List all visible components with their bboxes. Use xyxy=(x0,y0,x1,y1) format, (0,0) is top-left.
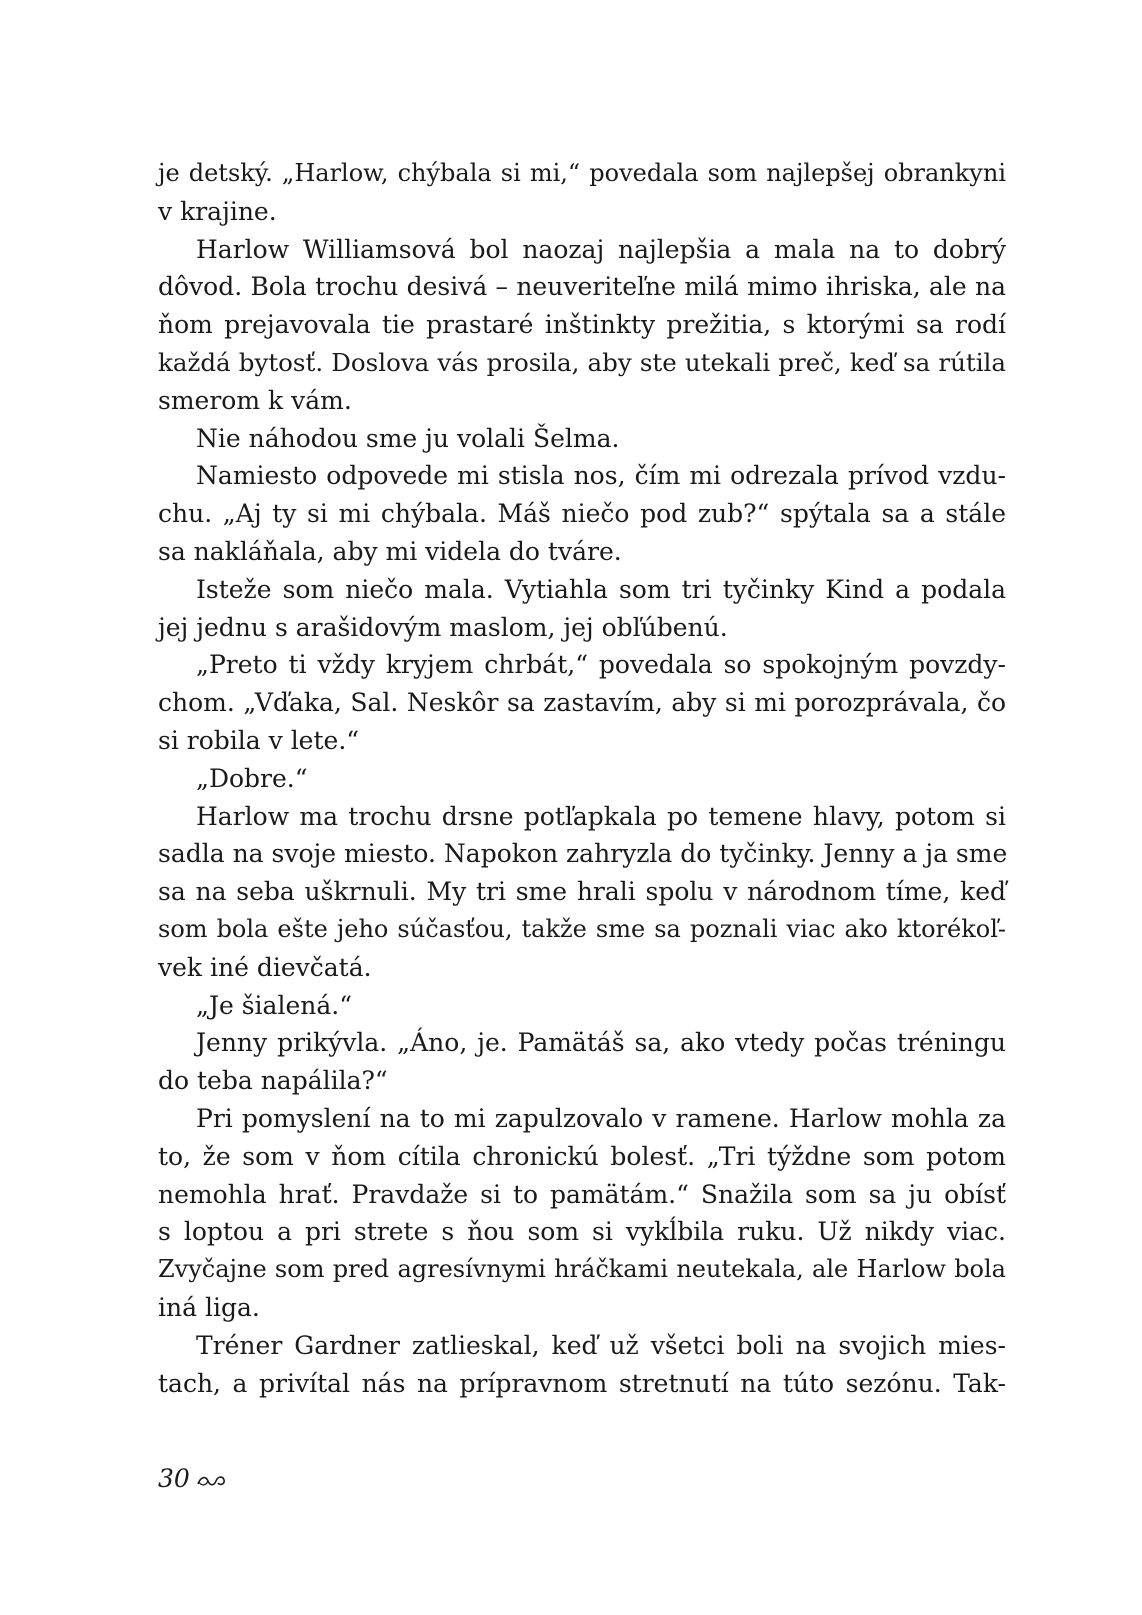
text-line: nemohla hrať. Pravdaže si to pamätám.“ Snažila som sa ju obísť xyxy=(158,1179,1006,1209)
page-footer xyxy=(158,1464,226,1495)
text-line: Pri pomyslení na to mi zapulzovalo v ramene. Harlow mohla za xyxy=(196,1103,1006,1133)
text-line: Tréner Gardner zatlieskal, keď už všetci boli na svojich mies- xyxy=(196,1330,1006,1360)
text-line: tach, a privítal nás na prípravnom stretnutí na túto sezónu. Tak- xyxy=(158,1368,1006,1398)
text-line: Harlow Williamsová bol naozaj najlepšia a mala na to dobrý xyxy=(196,234,1006,264)
text-line: „Je šialená.“ xyxy=(196,990,352,1020)
text-line: si robila v lete.“ xyxy=(158,725,360,755)
text-line: chom. „Vďaka, Sal. Neskôr sa zastavím, aby si mi porozprávala, čo xyxy=(158,688,1006,718)
text-line: to, že som v ňom cítila chronickú bolesť. „Tri týždne som potom xyxy=(158,1141,1006,1171)
text-line: Harlow ma trochu drsne potľapkala po temene hlavy, potom si xyxy=(196,801,1006,831)
text-line: Zvyčajne som pred agresívnymi hráčkami neutekala, ale Harlow bola xyxy=(158,1255,1006,1284)
text-line: vek iné dievčatá. xyxy=(158,952,372,982)
text-line: je detský. „Harlow, chýbala si mi,“ povedala som najlepšej obrankyni xyxy=(158,159,1006,187)
page-number: 30 xyxy=(158,1464,190,1493)
text-line: smerom k vám. xyxy=(158,385,352,415)
text-line: Nie náhodou sme ju volali Šelma. xyxy=(196,423,620,453)
text-line: som bola ešte jeho súčasťou, takže sme sa poznali viac ako ktorékoľ- xyxy=(158,914,1006,943)
text-line: sa na seba uškrnuli. My tri sme hrali spolu v národnom tíme, keď xyxy=(158,877,1006,907)
page-body-text xyxy=(158,155,1006,1402)
text-line: chu. „Aj ty si mi chýbala. Máš niečo pod zub?“ spýtala sa a stále xyxy=(158,499,1006,529)
text-line: Jenny prikývla. „Áno, je. Pamätáš sa, ako vtedy počas tréningu xyxy=(196,1028,1006,1058)
swash-ornament-icon xyxy=(196,1466,226,1495)
text-line: do teba napálila?“ xyxy=(158,1066,388,1096)
text-line: jej jednu s arašidovým maslom, jej obľúbenú. xyxy=(158,612,728,642)
text-line: ňom prejavovala tie prastaré inštinkty prežitia, s ktorými sa rodí xyxy=(158,310,1006,340)
text-line: Isteže som niečo mala. Vytiahla som tri tyčinky Kind a podala xyxy=(196,574,1006,604)
text-line: v krajine. xyxy=(158,196,277,226)
text-line: s loptou a pri strete s ňou som si vykĺbila ruku. Už nikdy viac. xyxy=(158,1217,1006,1247)
text-line: dôvod. Bola trochu desivá – neuveriteľne milá mimo ihriska, ale na xyxy=(158,272,1006,302)
text-line: iná liga. xyxy=(158,1292,260,1322)
text-line: každá bytosť. Doslova vás prosila, aby ste utekali preč, keď sa rútila xyxy=(158,347,1006,377)
text-line: Namiesto odpovede mi stisla nos, čím mi odrezala prívod vzdu- xyxy=(196,461,1006,491)
text-line: sa nakláňala, aby mi videla do tváre. xyxy=(158,536,622,566)
text-line: „Preto ti vždy kryjem chrbát,“ povedala so spokojným povzdy- xyxy=(196,650,1006,680)
text-line: sadla na svoje miesto. Napokon zahryzla do tyčinky. Jenny a ja sme xyxy=(158,839,1008,869)
text-line: „Dobre.“ xyxy=(196,763,308,793)
